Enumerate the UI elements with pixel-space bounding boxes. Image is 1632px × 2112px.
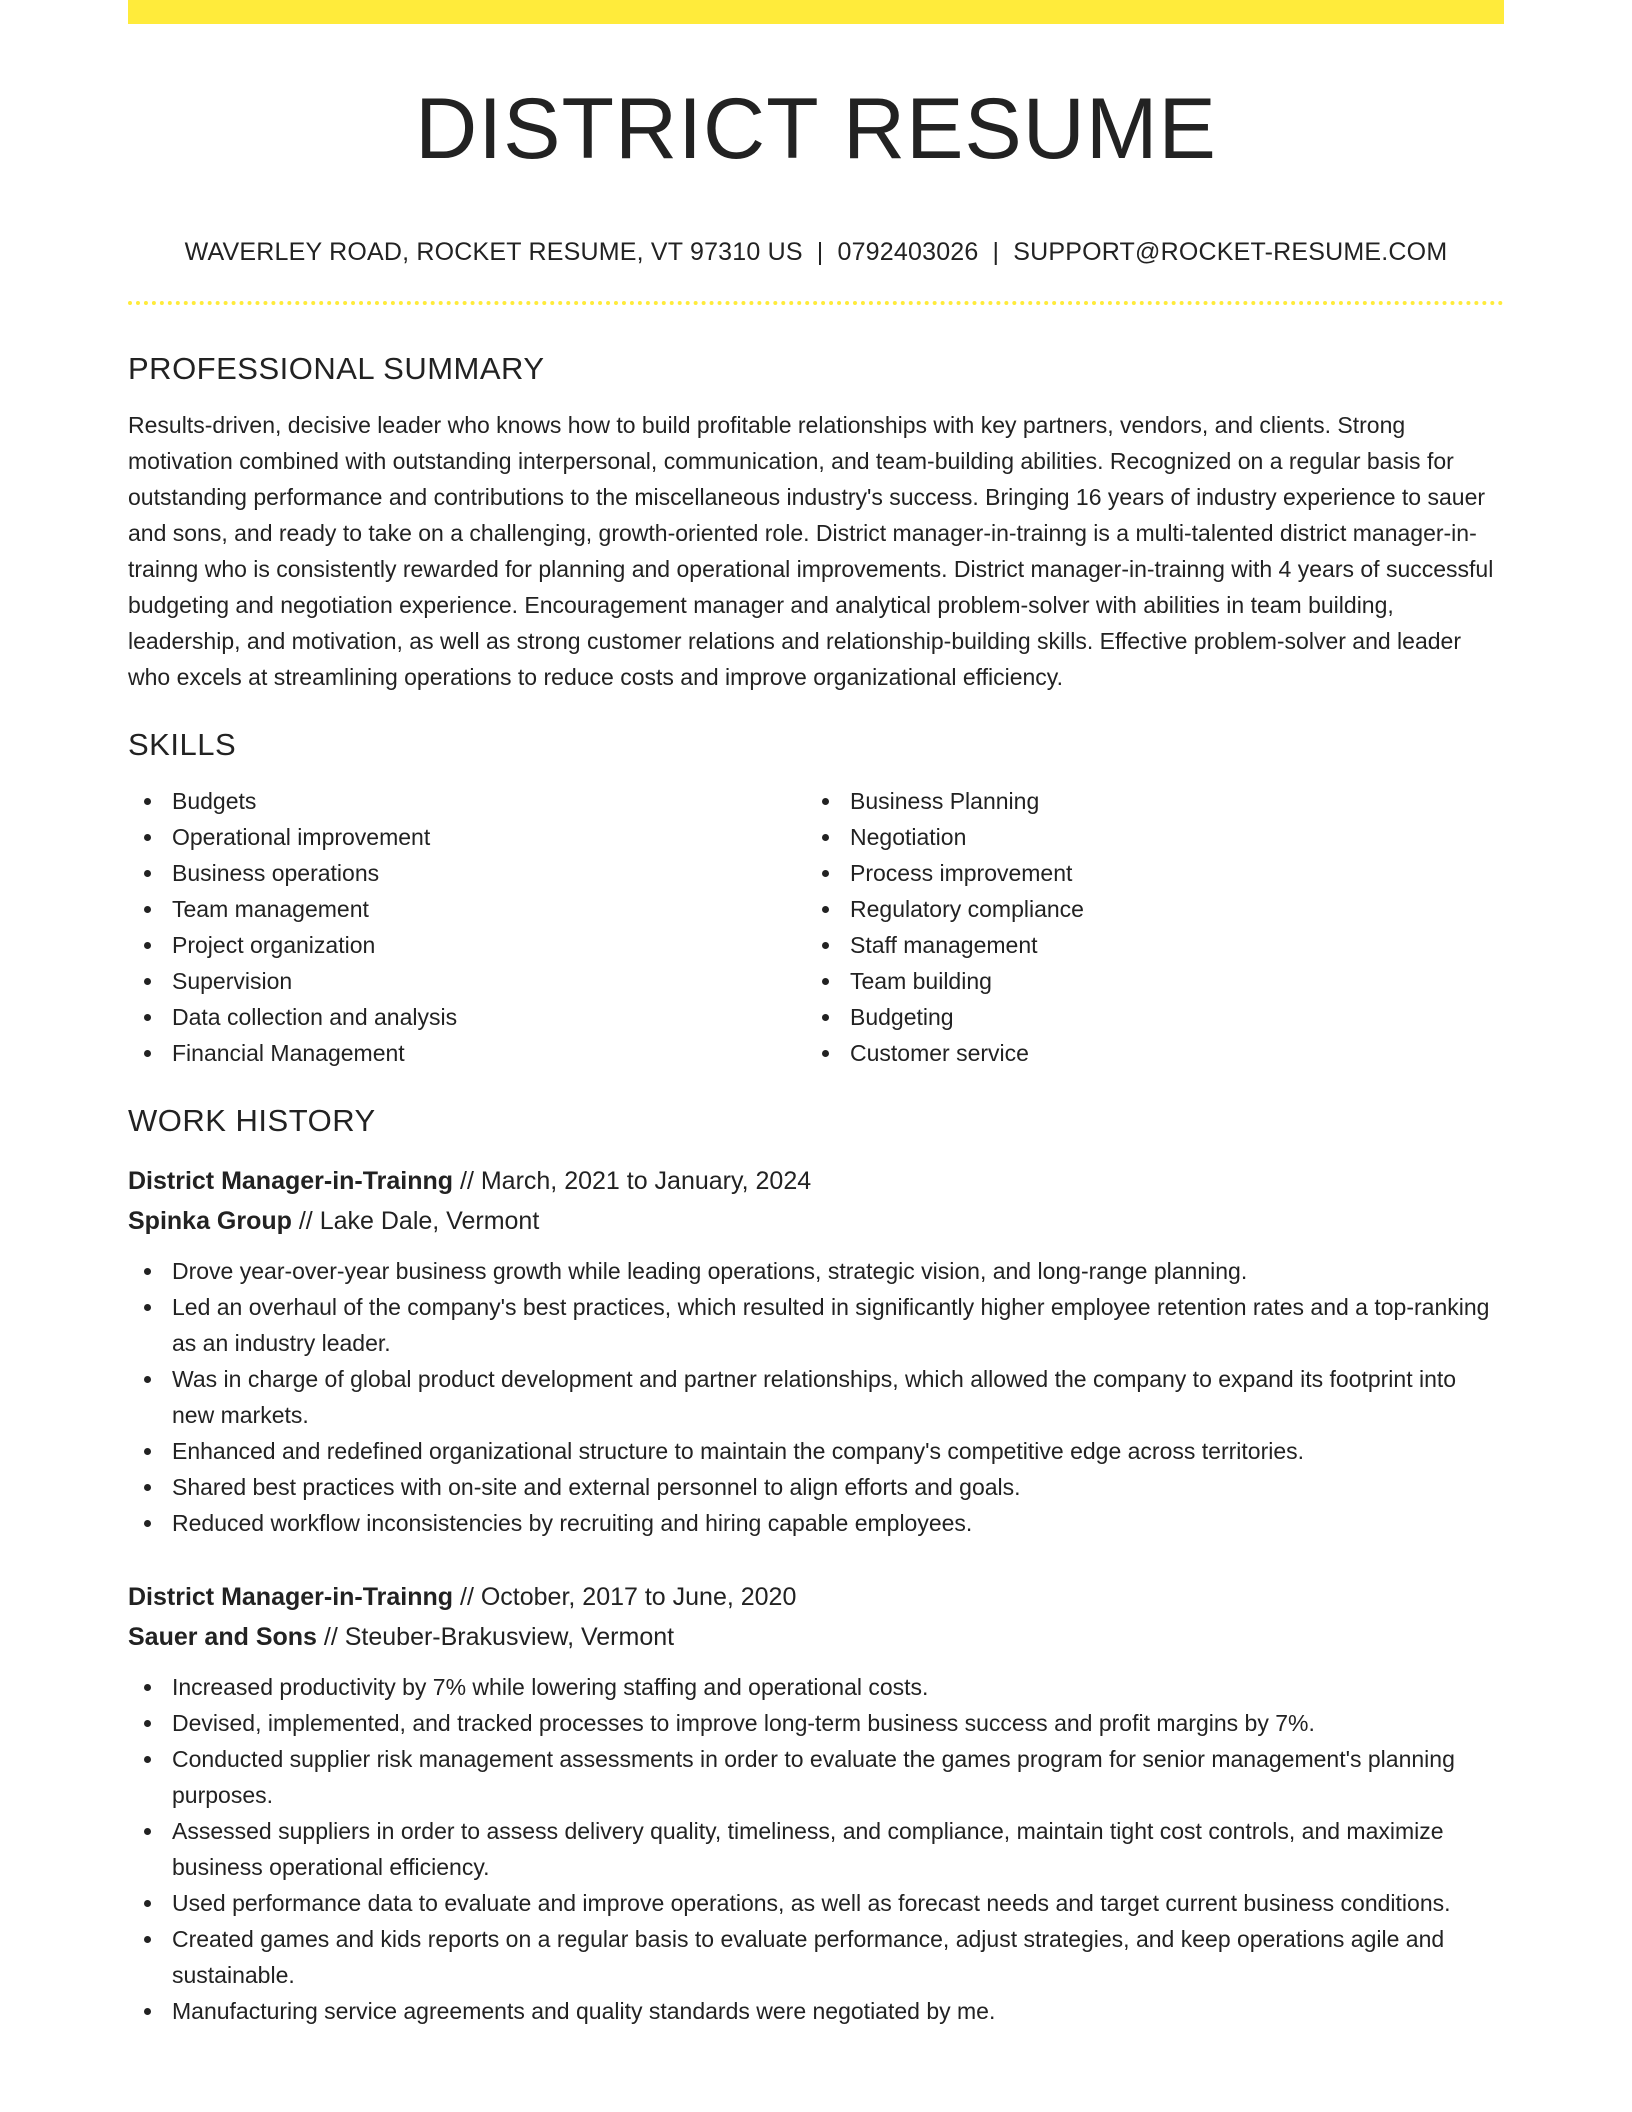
- job-title-line: [128, 1161, 1504, 1201]
- job-separator: //: [291, 1207, 320, 1235]
- job-company: Spinka Group: [128, 1207, 292, 1235]
- summary-heading: PROFESSIONAL SUMMARY: [128, 351, 545, 386]
- skills-column-left: [128, 783, 806, 1071]
- job-company-line: [128, 1201, 1504, 1241]
- job-bullet: Devised, implemented, and tracked processes to improve long-term business success and profit margins by 7%.: [128, 1705, 1504, 1741]
- job-location: Lake Dale, Vermont: [319, 1207, 540, 1235]
- skill-item: Operational improvement: [128, 819, 806, 855]
- contact-phone: 0792403026: [837, 238, 979, 266]
- summary-text: Results-driven, decisive leader who knows how to build profitable relationships with key partners, vendors, and clients. Strong motivation combined with outstanding interpersonal, communication, and team-building abilities. Recognized on a regular basis for outstanding performance and contributions to the miscellaneous industry's success. Bringing 16 years of industry experience to sauer and sons, and ready to take on a challenging, growth-oriented role. District manager-in-trainng is a multi-talented district manager-in-trainng who is consistently rewarded for planning and operational improvements. District manager-in-trainng with 4 years of successful budgeting and negotiation experience. Encouragement manager and analytical problem-solver with abilities in team building, leadership, and motivation, as well as strong customer relations and relationship-building skills. Effective problem-solver and leader who excels at streamlining operations to reduce costs and improve organizational efficiency.: [128, 412, 1494, 690]
- job-bullets: [128, 1253, 1504, 1541]
- job-bullet: Shared best practices with on-site and external personnel to align efforts and goals.: [128, 1469, 1504, 1505]
- job-bullet: Created games and kids reports on a regular basis to evaluate performance, adjust strategies, and keep operations agile and sustainable.: [128, 1921, 1504, 1993]
- job-bullet: Conducted supplier risk management assessments in order to evaluate the games program for senior management's planning purposes.: [128, 1741, 1504, 1813]
- skills-list: [128, 783, 1504, 1071]
- resume-page: [128, 0, 1504, 2029]
- job-entry: [128, 1161, 1504, 1541]
- skill-item: Negotiation: [806, 819, 1484, 855]
- skill-item: Budgeting: [806, 999, 1484, 1035]
- job-bullet: Was in charge of global product development and partner relationships, which allowed the company to expand its footprint into new markets.: [128, 1361, 1504, 1433]
- skills-column-right: [806, 783, 1484, 1071]
- skill-item: Regulatory compliance: [806, 891, 1484, 927]
- job-bullet: Reduced workflow inconsistencies by recruiting and hiring capable employees.: [128, 1505, 1504, 1541]
- job-bullet: Enhanced and redefined organizational structure to maintain the company's competitive edge across territories.: [128, 1433, 1504, 1469]
- job-title-line: [128, 1577, 1504, 1617]
- job-location: Steuber-Brakusview, Vermont: [344, 1623, 675, 1651]
- job-dates: March, 2021 to January, 2024: [480, 1167, 812, 1195]
- skill-item: Budgets: [128, 783, 806, 819]
- job-company-line: [128, 1617, 1504, 1657]
- job-bullet: Drove year-over-year business growth while leading operations, strategic vision, and long-range planning.: [128, 1253, 1504, 1289]
- skill-item: Process improvement: [806, 855, 1484, 891]
- job-company: Sauer and Sons: [128, 1623, 317, 1651]
- skill-item: Supervision: [128, 963, 806, 999]
- skill-item: Team building: [806, 963, 1484, 999]
- job-separator: //: [453, 1167, 481, 1195]
- contact-email: SUPPORT@ROCKET-RESUME.COM: [1013, 238, 1448, 266]
- job-role: District Manager-in-Trainng: [128, 1167, 454, 1195]
- work-history-heading: WORK HISTORY: [128, 1103, 376, 1138]
- job-bullet: Assessed suppliers in order to assess delivery quality, timeliness, and compliance, maintain tight cost controls, and maximize business operational efficiency.: [128, 1813, 1504, 1885]
- skill-item: Project organization: [128, 927, 806, 963]
- skill-item: Staff management: [806, 927, 1484, 963]
- job-bullet: Increased productivity by 7% while lowering staffing and operational costs.: [128, 1669, 1504, 1705]
- skills-heading: SKILLS: [128, 727, 237, 762]
- resume-name: DISTRICT RESUME: [415, 81, 1217, 177]
- skill-item: Financial Management: [128, 1035, 806, 1071]
- skill-item: Data collection and analysis: [128, 999, 806, 1035]
- contact-line: [128, 238, 1504, 267]
- skill-item: Business operations: [128, 855, 806, 891]
- job-bullet: Used performance data to evaluate and improve operations, as well as forecast needs and target current business conditions.: [128, 1885, 1504, 1921]
- skill-item: Business Planning: [806, 783, 1484, 819]
- contact-separator: |: [992, 238, 1000, 266]
- skill-item: Customer service: [806, 1035, 1484, 1071]
- job-separator: //: [453, 1583, 481, 1611]
- job-bullets: [128, 1669, 1504, 2029]
- dotted-divider: [128, 301, 1504, 305]
- job-bullet: Manufacturing service agreements and quality standards were negotiated by me.: [128, 1993, 1504, 2029]
- contact-address: WAVERLEY ROAD, ROCKET RESUME, VT 97310 US: [184, 238, 803, 266]
- job-entry: [128, 1577, 1504, 2029]
- skill-item: Team management: [128, 891, 806, 927]
- job-dates: October, 2017 to June, 2020: [480, 1583, 797, 1611]
- contact-separator: |: [816, 238, 824, 266]
- accent-top-bar: [128, 0, 1504, 24]
- job-separator: //: [316, 1623, 345, 1651]
- job-bullet: Led an overhaul of the company's best practices, which resulted in significantly higher employee retention rates and a top-ranking as an industry leader.: [128, 1289, 1504, 1361]
- job-role: District Manager-in-Trainng: [128, 1583, 454, 1611]
